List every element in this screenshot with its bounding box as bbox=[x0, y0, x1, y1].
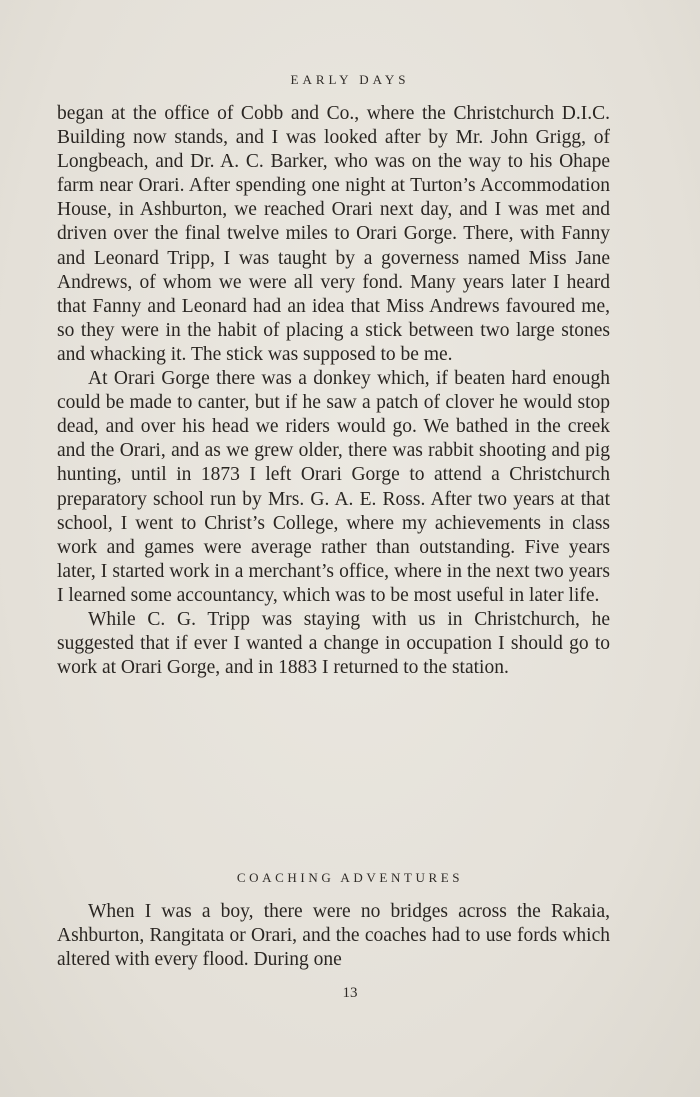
paragraph: When I was a boy, there were no bridges across the Rakaia, Ashburton, Rangitata or Orari, and the coaches had to use fords which altered with every flood. During one bbox=[57, 901, 610, 971]
paragraph: At Orari Gorge there was a donkey which, if beaten hard enough could be made to canter, but if he saw a patch of clover he would stop dead, and over his head we riders would go. We bathed in the creek and the Orari, and as we grew older, there was rabbit shooting and pig hunting, until in 1873 I left Orari Gorge to attend a Christchurch preparatory school run by Mrs. G. A. E. Ross. After two years at that school, I went to Christ’s College, where my achievements in class work and games were average rather than outstanding. Five years later, I started work in a merchant’s office, where in the next two years I learned some accountancy, which was to be most useful in later life. bbox=[57, 368, 610, 606]
body-text bbox=[57, 102, 610, 680]
body-text-continued bbox=[57, 900, 610, 972]
section-heading: COACHING ADVENTURES bbox=[236, 870, 464, 885]
paragraph: While C. G. Tripp was staying with us in Christchurch, he suggested that if ever I wanted a change in occupation I should go to work at Orari Gorge, and in 1883 I returned to the station. bbox=[57, 608, 610, 679]
running-head: EARLY DAYS bbox=[290, 72, 410, 87]
paragraph: began at the office of Cobb and Co., where the Christchurch D.I.C. Building now stands, and I was looked after by Mr. John Grigg, of Longbeach, and Dr. A. C. Barker, who was on the way to his Ohape farm near Orari. After spending one night at Turton’s Accommodation House, in Ashburton, we reached Orari next day, and I was met and driven over the final twelve miles to Orari Gorge. There, with Fanny and Leonard Tripp, I was taught by a governess named Miss Jane Andrews, of whom we were all very fond. Many years later I heard that Fanny and Leonard had an idea that Miss Andrews favoured me, so they were in the habit of placing a stick between two large stones and whacking it. The stick was supposed to be me. bbox=[57, 103, 610, 365]
page-number: 13 bbox=[342, 985, 358, 1001]
